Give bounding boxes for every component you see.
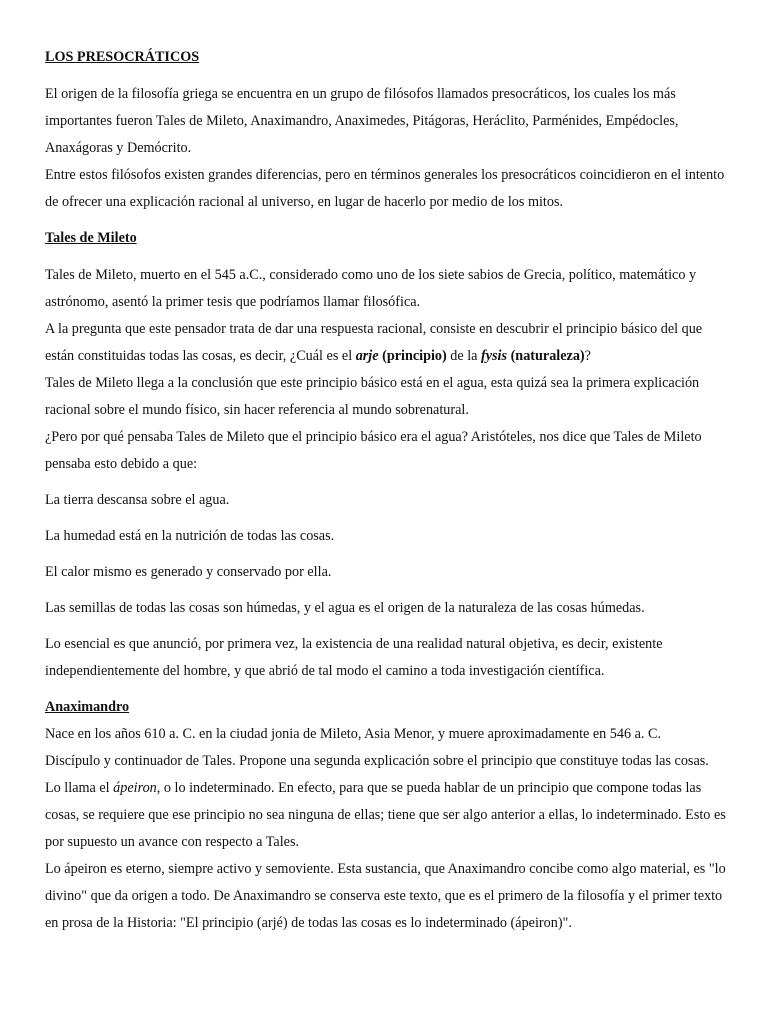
reason-item-4: Las semillas de todas las cosas son húmedas, y el agua es el origen de la naturaleza de las cosas húmedas. [45,600,645,616]
anaximandro-paragraph-1: Nace en los años 610 a. C. en la ciudad jonia de Mileto, Asia Menor, y muere aproximadamente en 546 a. C. [45,726,662,742]
anaximandro-paragraph-2 [45,748,727,856]
anaximandro-p2-text-a: Discípulo y continuador de Tales. Propone una segunda explicación sobre el principio que constituye todas las cosas. Lo llama el [45,753,709,796]
term-apeiron: ápeiron [113,780,157,796]
intro-paragraph-2: Entre estos filósofos existen grandes diferencias, pero en términos generales los presocráticos coincidieron en el intento de ofrecer una explicación racional al universo, en lugar de hacerlo por medio de los mitos. [45,167,725,210]
reason-item-1: La tierra descansa sobre el agua. [45,492,230,508]
document-title: LOS PRESOCRÁTICOS [45,49,200,65]
section-heading-anaximandro: Anaximandro [45,699,130,715]
anaximandro-p2-text-b: , o lo indeterminado. En efecto, para que se pueda hablar de un principio que compone todas las cosas, se requiere que ese principio no sea ninguna de ellas; tiene que ser algo anterior a ellas, lo indeterminado. Esto es por supuesto un avance con respecto a Tales. [45,780,726,850]
reason-item-3: El calor mismo es generado y conservado por ella. [45,564,332,580]
anaximandro-paragraph-3: Lo ápeiron es eterno, siempre activo y semoviente. Esta sustancia, que Anaximandro concibe como algo material, es "lo divino" que da origen a todo. De Anaximandro se conserva este texto, que es el primero de la filosofía y el primer texto en prosa de la Historia: "El principio (arjé) de todas las cosas es lo indeterminado (ápeiron)". [45,861,726,931]
tales-p2-text-b: de la [446,348,482,364]
intro-paragraph-1: El origen de la filosofía griega se encuentra en un grupo de filósofos llamados presocráticos, los cuales los más importantes fueron Tales de Mileto, Anaximandro, Anaximedes, Pitágoras, Heráclito, Parménides, Empédocles, Anaxágoras y Demócrito. [45,86,679,156]
tales-paragraph-3: Tales de Mileto llega a la conclusión que este principio básico está en el agua, esta quizá sea la primera explicación racional sobre el mundo físico, sin hacer referencia al mundo sobrenatural. [45,375,700,418]
reason-item-2: La humedad está en la nutrición de todas las cosas. [45,528,335,544]
term-principio: (principio) [378,348,447,364]
tales-p2-text-a: A la pregunta que este pensador trata de dar una respuesta racional, consiste en descubrir el principio básico del que están constituidas todas las cosas, es decir, ¿Cuál es el [45,321,703,364]
document-page [45,44,727,937]
term-naturaleza: (naturaleza) [507,348,585,364]
tales-p2-text-c: ? [584,348,591,364]
term-arje: arje [355,348,379,364]
tales-paragraph-2 [45,316,727,370]
section-heading-tales: Tales de Mileto [45,230,137,246]
tales-paragraph-4: ¿Pero por qué pensaba Tales de Mileto que el principio básico era el agua? Aristóteles, nos dice que Tales de Mileto pensaba esto debido a que: [45,429,702,472]
tales-paragraph-1: Tales de Mileto, muerto en el 545 a.C., considerado como uno de los siete sabios de Grecia, político, matemático y astrónomo, asentó la primer tesis que podríamos llamar filosófica. [45,267,697,310]
term-fysis: fysis [481,348,508,364]
tales-paragraph-5: Lo esencial es que anunció, por primera vez, la existencia de una realidad natural objetiva, es decir, existente independientemente del hombre, y que abrió de tal modo el camino a toda investigación científica. [45,636,663,679]
